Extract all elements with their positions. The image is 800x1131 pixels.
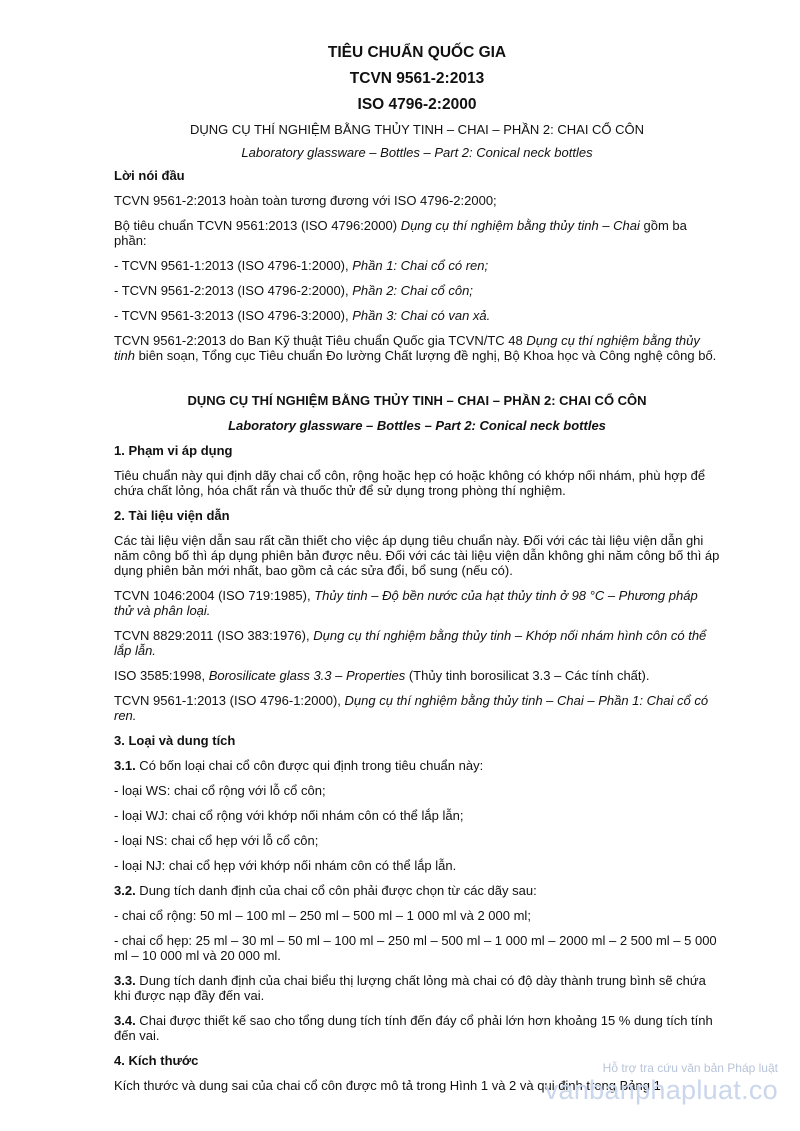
national-standard-title: TIÊU CHUẨN QUỐC GIA bbox=[327, 44, 507, 61]
foreword-heading: Lời nói đầu bbox=[114, 168, 185, 183]
foreword-list-item: - TCVN 9561-1:2013 (ISO 4796-1:2000), Phần 1: Chai cổ có ren; bbox=[114, 258, 489, 273]
dimensions-heading: 4. Kích thước bbox=[114, 1053, 199, 1068]
clause-3-1: 3.1. Có bốn loại chai cổ côn được qui định trong tiêu chuẩn này: bbox=[114, 758, 484, 773]
watermark bbox=[545, 1062, 778, 1105]
dimensions-text: Kích thước và dung sai của chai cổ côn được mô tả trong Hình 1 và 2 và qui định trong Bảng 1. bbox=[114, 1078, 665, 1093]
clause-3-4: 3.4. Chai được thiết kế sao cho tổng dung tích tính đến đáy cổ phải lớn hơn khoảng 15 % dung tích tính đến vai. bbox=[114, 1013, 713, 1043]
iso-code: ISO 4796-2:2000 bbox=[357, 96, 477, 113]
foreword-p3: TCVN 9561-2:2013 do Ban Kỹ thuật Tiêu chuẩn Quốc gia TCVN/TC 48 Dụng cụ thí nghiệm bằng thủy tinh biên soạn, Tổng cục Tiêu chuẩn Đo lường Chất lượng đề nghị, Bộ Khoa học và Công nghệ công bố. bbox=[114, 333, 717, 363]
document-page bbox=[114, 44, 720, 1103]
references-text: Các tài liệu viện dẫn sau rất cần thiết cho việc áp dụng tiêu chuẩn này. Đối với các tài liệu viện dẫn ghi năm công bố thì áp dụng phiên bản được nêu. Đối với các tài liệu viện dẫn không ghi năm công bố thì áp dụng phiên bản mới nhất, bao gồm cả các sửa đổi, bổ sung (nếu có). bbox=[114, 533, 720, 578]
bottle-type-item: - loại WS: chai cổ rộng với lỗ cổ côn; bbox=[114, 783, 326, 798]
wide-neck-capacities: - chai cổ rộng: 50 ml – 100 ml – 250 ml – 500 ml – 1 000 ml và 2 000 ml; bbox=[114, 908, 531, 923]
bottle-type-item: - loại NS: chai cổ hẹp với lỗ cổ côn; bbox=[114, 833, 319, 848]
clause-3-2: 3.2. Dung tích danh định của chai cổ côn phải được chọn từ các dãy sau: bbox=[114, 883, 537, 898]
watermark-tagline: Hỗ trợ tra cứu văn bản Pháp luật bbox=[602, 1061, 778, 1075]
reference-item: TCVN 8829:2011 (ISO 383:1976), Dụng cụ thí nghiệm bằng thủy tinh – Khớp nối nhám hình côn có thể lắp lẫn. bbox=[114, 628, 707, 658]
subtitle-vietnamese: DỤNG CỤ THÍ NGHIỆM BẰNG THỦY TINH – CHAI – PHẦN 2: CHAI CỔ CÔN bbox=[189, 122, 645, 137]
foreword-p2: Bộ tiêu chuẩn TCVN 9561:2013 (ISO 4796:2000) Dụng cụ thí nghiệm bằng thủy tinh – Chai gồm ba phần: bbox=[114, 218, 687, 248]
clause-3-3: 3.3. Dung tích danh định của chai biểu thị lượng chất lỏng mà chai có độ dày thành trung bình sẽ chứa khi được nạp đầy đến vai. bbox=[114, 973, 706, 1003]
narrow-neck-capacities: - chai cổ hẹp: 25 ml – 30 ml – 50 ml – 100 ml – 250 ml – 500 ml – 1 000 ml – 2000 ml – 2 500 ml – 5 000 ml – 10 000 ml và 20 000 ml. bbox=[114, 933, 717, 963]
reference-item: ISO 3585:1998, Borosilicate glass 3.3 – Properties (Thủy tinh borosilicat 3.3 – Các tính chất). bbox=[114, 668, 650, 683]
reference-item: TCVN 1046:2004 (ISO 719:1985), Thủy tinh – Độ bền nước của hạt thủy tinh ở 98 °C – Phương pháp thử và phân loại. bbox=[114, 588, 698, 618]
scope-text: Tiêu chuẩn này qui định dãy chai cổ côn, rộng hoặc hẹp có hoặc không có khớp nối nhám, phù hợp để chứa chất lỏng, hóa chất rắn và thuốc thử để sử dụng trong phòng thí nghiệm. bbox=[114, 468, 706, 498]
references-heading: 2. Tài liệu viện dẫn bbox=[114, 508, 230, 523]
main-title-vietnamese: DỤNG CỤ THÍ NGHIỆM BẰNG THỦY TINH – CHAI – PHẦN 2: CHAI CỔ CÔN bbox=[187, 393, 647, 408]
main-title-english: Laboratory glassware – Bottles – Part 2: Conical neck bottles bbox=[228, 418, 606, 433]
section-spacer bbox=[114, 373, 720, 393]
bottle-type-item: - loại NJ: chai cổ hẹp với khớp nối nhám côn có thể lắp lẫn. bbox=[114, 858, 457, 873]
foreword-p1: TCVN 9561-2:2013 hoàn toàn tương đương với ISO 4796-2:2000; bbox=[114, 193, 497, 208]
foreword-list-item: - TCVN 9561-2:2013 (ISO 4796-2:2000), Phần 2: Chai cổ côn; bbox=[114, 283, 473, 298]
types-capacities-heading: 3. Loại và dung tích bbox=[114, 733, 236, 748]
bottle-type-item: - loại WJ: chai cổ rộng với khớp nối nhám côn có thể lắp lẫn; bbox=[114, 808, 464, 823]
scope-heading: 1. Phạm vi áp dụng bbox=[114, 443, 233, 458]
reference-item: TCVN 9561-1:2013 (ISO 4796-1:2000), Dụng cụ thí nghiệm bằng thủy tinh – Chai – Phần 1: Chai cổ có ren. bbox=[114, 693, 709, 723]
foreword-list-item: - TCVN 9561-3:2013 (ISO 4796-3:2000), Phần 3: Chai có van xả. bbox=[114, 308, 491, 323]
subtitle-english: Laboratory glassware – Bottles – Part 2: Conical neck bottles bbox=[241, 145, 593, 160]
watermark-site: vanbanphapluat.co bbox=[544, 1075, 778, 1105]
tcvn-code: TCVN 9561-2:2013 bbox=[349, 70, 485, 87]
